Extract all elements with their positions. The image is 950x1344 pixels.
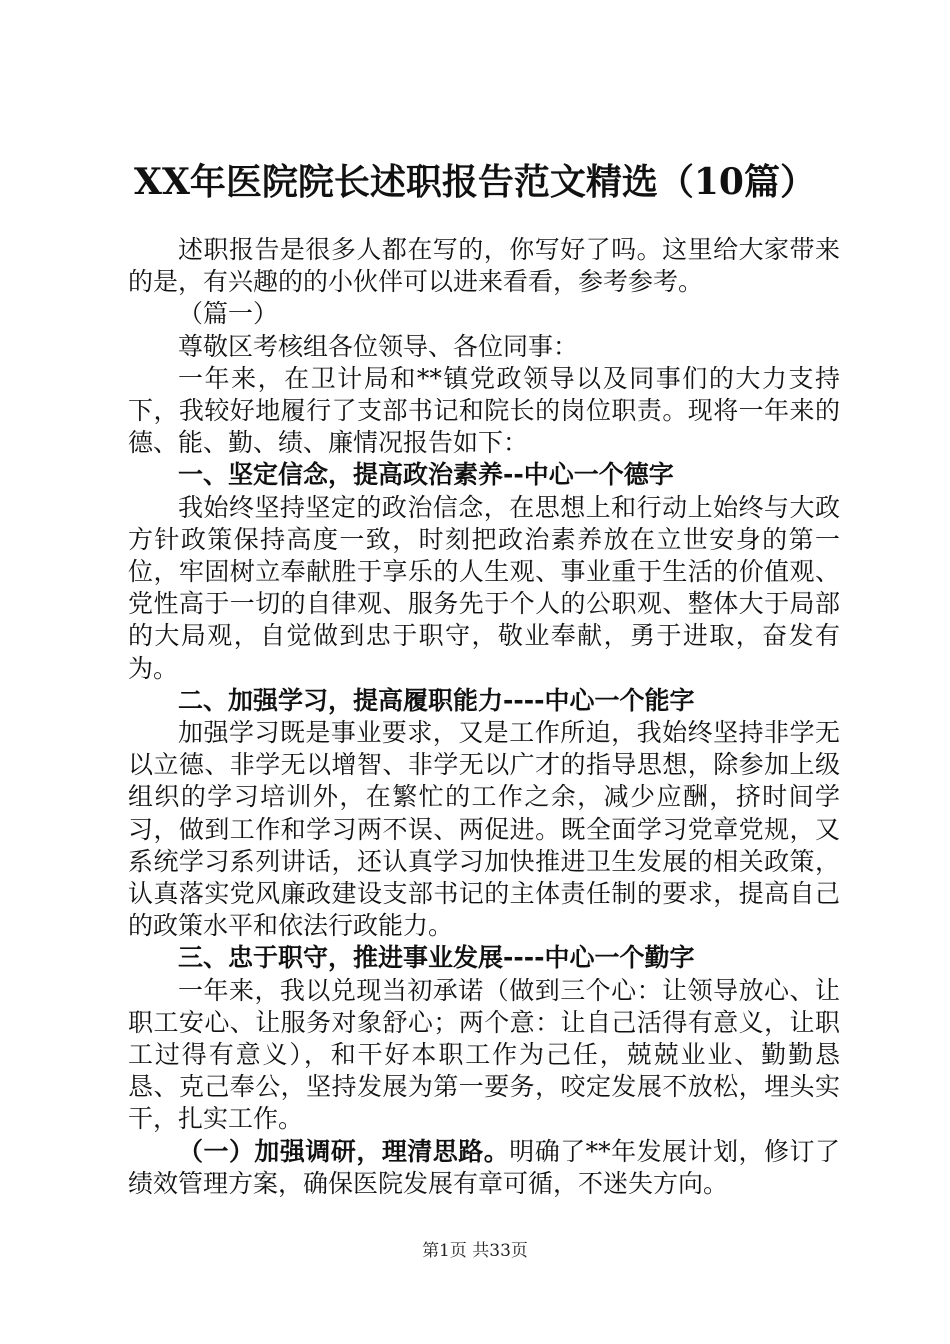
section-label: （篇一） — [178, 299, 279, 329]
intro-paragraph: 述职报告是很多人都在写的，你写好了吗。这里给大家带来的是，有兴趣的的小伙伴可以进来看看，参考参考。 — [128, 235, 840, 297]
body-paragraph-4 — [128, 1136, 840, 1200]
body-paragraph-1: 我始终坚持坚定的政治信念，在思想上和行动上始终与大政方针政策保持高度一致，时刻把政治素养放在立世安身的第一位，牢固树立奉献胜于享乐的人生观、事业重于生活的价值观、党性高于一切的自律观、服务先于个人的公职观、整体大于局部的大局观，自觉做到忠于职守，敬业奉献，勇于进取，奋发有为。 — [128, 492, 840, 683]
document-body — [128, 234, 840, 1200]
section-heading-1: 一、坚定信念，提高政治素养--中心一个德字 — [178, 460, 674, 490]
paragraph-lead-body: 明确了**年发展计划，修订了绩效管理方案，确保医院发展有章可循，不迷失方向。 — [128, 1136, 840, 1198]
salutation: 尊敬区考核组各位领导、各位同事： — [178, 331, 579, 361]
section-heading-2: 二、加强学习，提高履职能力----中心一个能字 — [178, 685, 695, 715]
section-heading-3: 三、忠于职守，推进事业发展----中心一个勤字 — [178, 943, 695, 973]
body-paragraph-2: 加强学习既是事业要求，又是工作所迫，我始终坚持非学无以立德、非学无以增智、非学无以广才的指导思想，除参加上级组织的学习培训外，在繁忙的工作之余，减少应酬，挤时间学习，做到工作和学习两不误、两促进。既全面学习党章党规，又系统学习系列讲话，还认真学习加快推进卫生发展的相关政策，认真落实党风廉政建设支部书记的主体责任制的要求，提高自己的政策水平和依法行政能力。 — [128, 718, 840, 941]
body-paragraph-3: 一年来，我以兑现当初承诺（做到三个心：让领导放心、让职工安心、让服务对象舒心；两个意：让自己活得有意义，让职工过得有意义），和干好本职工作为己任，兢兢业业、勤勤恳恳、克己奉公，坚持发展为第一要务，咬定发展不放松，埋头实干，扎实工作。 — [128, 975, 840, 1134]
document-title: XX年医院院长述职报告范文精选（10篇） — [134, 161, 816, 203]
page-footer: 第1页 共33页 — [422, 1241, 528, 1261]
opening-paragraph: 一年来，在卫计局和**镇党政领导以及同事们的大力支持下，我较好地履行了支部书记和院长的岗位职责。现将一年来的德、能、勤、绩、廉情况报告如下： — [128, 363, 840, 458]
paragraph-lead-heading: （一）加强调研，理清思路。 — [178, 1136, 510, 1166]
